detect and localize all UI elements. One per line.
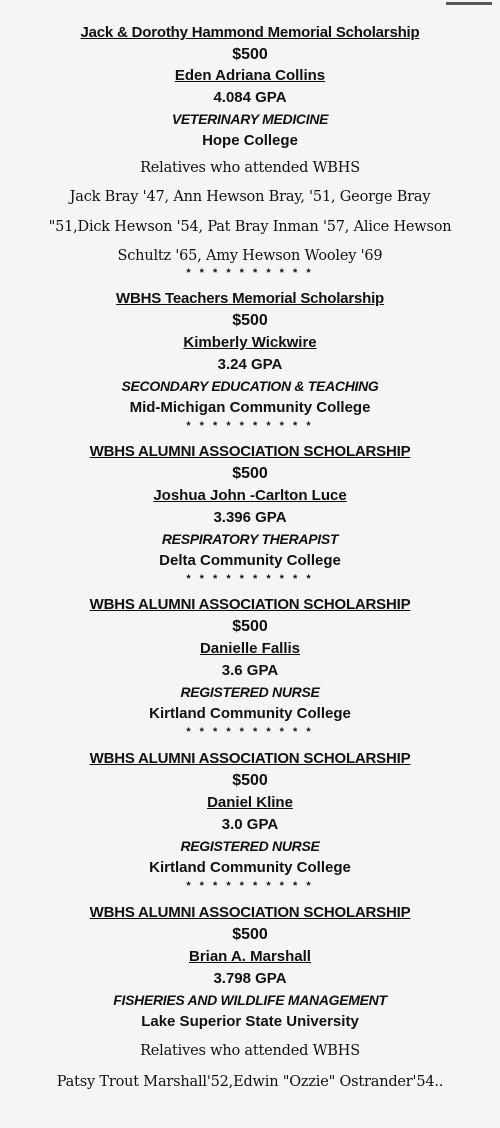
section-1-gpa: 4.084 GPA (213, 89, 287, 106)
section-6-title: WBHS ALUMNI ASSOCIATION SCHOLARSHIP (89, 904, 411, 921)
section-4-gpa: 3.6 GPA (221, 662, 279, 679)
section-5-separator: * * * * * * * * * * (186, 880, 314, 892)
section-5-name: Daniel Kline (207, 794, 293, 811)
section-3-name: Joshua John -Carlton Luce (153, 487, 347, 504)
section-2-separator: * * * * * * * * * * (186, 420, 314, 432)
section-3-amount: $500 (232, 465, 268, 482)
top-rule (446, 2, 492, 5)
section-2-name: Kimberly Wickwire (183, 334, 317, 351)
section-3-major: RESPIRATORY THERAPIST (161, 531, 339, 547)
section-3-school: Delta Community College (159, 552, 341, 569)
section-1-major: VETERINARY MEDICINE (171, 111, 329, 127)
section-4-separator: * * * * * * * * * * (186, 726, 314, 738)
section-4-school: Kirtland Community College (149, 705, 351, 722)
section-3-gpa: 3.396 GPA (213, 509, 287, 526)
section-6-major: FISHERIES AND WILDLIFE MANAGEMENT (113, 992, 387, 1008)
section-4-amount: $500 (232, 618, 268, 635)
section-1-title: Jack & Dorothy Hammond Memorial Scholarship (80, 24, 420, 41)
section-4-title: WBHS ALUMNI ASSOCIATION SCHOLARSHIP (89, 596, 411, 613)
section-6-gpa: 3.798 GPA (213, 970, 287, 987)
section-1-relatives-heading: Relatives who attended WBHS (140, 160, 360, 176)
section-2-gpa: 3.24 GPA (217, 356, 283, 373)
section-5-gpa: 3.0 GPA (221, 816, 279, 833)
section-6-name: Brian A. Marshall (189, 948, 311, 965)
section-4-major: REGISTERED NURSE (180, 684, 320, 700)
section-1-separator: * * * * * * * * * * (186, 267, 314, 279)
section-6-relatives-heading: Relatives who attended WBHS (140, 1043, 360, 1059)
section-3-title: WBHS ALUMNI ASSOCIATION SCHOLARSHIP (89, 443, 411, 460)
section-1-relatives-line-1: Jack Bray '47, Ann Hewson Bray, '51, George Bray (69, 189, 431, 205)
section-6-amount: $500 (232, 926, 268, 943)
section-5-title: WBHS ALUMNI ASSOCIATION SCHOLARSHIP (89, 750, 411, 767)
section-2-amount: $500 (232, 312, 268, 329)
section-3-separator: * * * * * * * * * * (186, 573, 314, 585)
section-6-relatives-line-1: Patsy Trout Marshall'52,Edwin "Ozzie" Ostrander'54.. (56, 1074, 444, 1090)
section-5-major: REGISTERED NURSE (180, 838, 320, 854)
section-5-school: Kirtland Community College (149, 859, 351, 876)
section-6-school: Lake Superior State University (141, 1013, 359, 1030)
section-4-name: Danielle Fallis (199, 640, 301, 657)
section-1-relatives-line-3: Schultz '65, Amy Hewson Wooley '69 (117, 248, 383, 264)
section-1-relatives-line-2: "51,Dick Hewson '54, Pat Bray Inman '57, Alice Hewson (48, 219, 452, 235)
section-5-amount: $500 (232, 772, 268, 789)
section-1-amount: $500 (232, 46, 268, 63)
section-2-title: WBHS Teachers Memorial Scholarship (116, 290, 384, 307)
section-1-school: Hope College (202, 132, 298, 149)
section-2-school: Mid-Michigan Community College (129, 399, 371, 416)
section-2-major: SECONDARY EDUCATION & TEACHING (121, 378, 379, 394)
section-1-name: Eden Adriana Collins (174, 67, 326, 84)
